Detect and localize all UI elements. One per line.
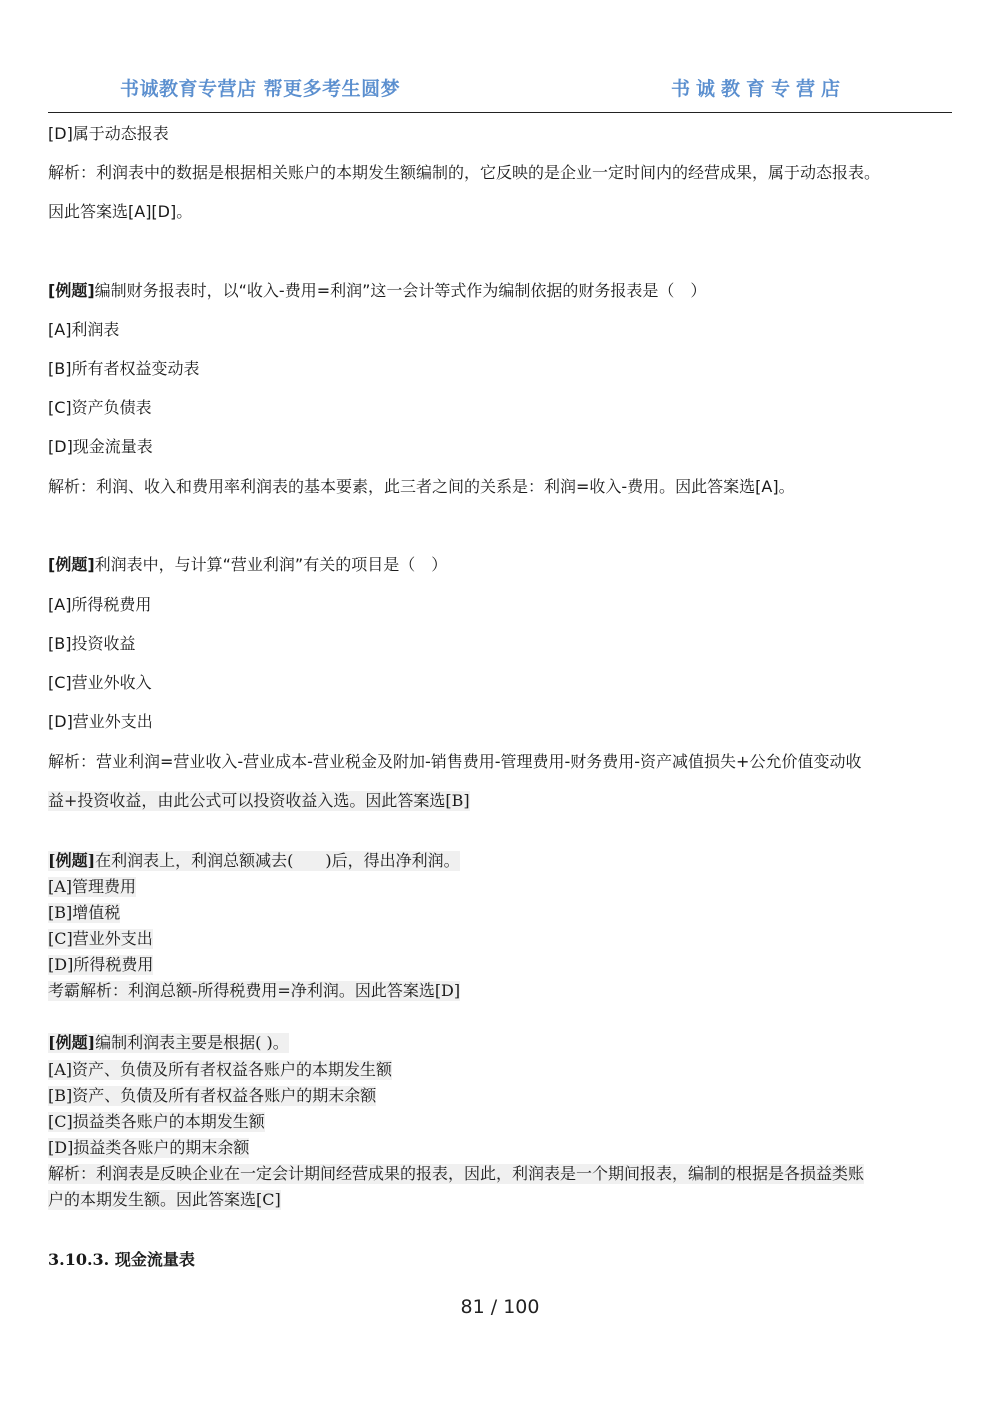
example-tag: [例题] <box>48 555 95 574</box>
option-line: [C]资产负债表 <box>48 398 152 417</box>
explanation-line: 益+投资收益，由此公式可以投资收益入选。因此答案选[B] <box>48 791 470 810</box>
option-line: [B]资产、负债及所有者权益各账户的期末余额 <box>48 1086 377 1105</box>
option-line: [A]所得税费用 <box>48 595 152 614</box>
explanation-line: 解析：营业利润=营业收入-营业成本-营业税金及附加-销售费用-管理费用-财务费用-资产减值损失+公允价值变动收 <box>48 752 862 771</box>
explanation-line: 解析：利润表是反映企业在一定会计期间经营成果的报表，因此，利润表是一个期间报表，编制的根据是各损益类账 <box>48 1164 865 1183</box>
option-line: [D]属于动态报表 <box>48 124 169 143</box>
option-line: [C]营业外收入 <box>48 673 152 692</box>
option-line: [C]损益类各账户的本期发生额 <box>48 1112 265 1131</box>
example-tag: [例题] <box>48 851 96 870</box>
option-line: [D]现金流量表 <box>48 437 153 456</box>
question-text: 编制利润表主要是根据( )。 <box>95 1033 289 1052</box>
answer-line: 因此答案选[A][D]。 <box>48 202 193 221</box>
explanation-line: 考霸解析：利润总额-所得税费用=净利润。因此答案选[D] <box>48 981 461 1000</box>
page-header <box>48 70 952 113</box>
question-line <box>48 555 447 575</box>
example-tag: [例题] <box>48 1033 96 1052</box>
question-line <box>48 851 460 871</box>
section-heading: 3.10.3. 现金流量表 <box>48 1250 195 1269</box>
explanation-line: 户的本期发生额。因此答案选[C] <box>48 1190 281 1209</box>
option-line: [B]增值税 <box>48 903 121 922</box>
question-text: 在利润表上，利润总额减去( )后，得出净利润。 <box>95 851 460 870</box>
question-text: 利润表中，与计算“营业利润”有关的项目是（ ） <box>94 555 448 574</box>
question-line <box>48 281 706 301</box>
option-line: [C]营业外支出 <box>48 929 153 948</box>
question-text: 编制财务报表时，以“收入-费用=利润”这一会计等式作为编制依据的财务报表是（ ） <box>94 281 707 300</box>
example-tag: [例题] <box>48 281 95 300</box>
question-line <box>48 1033 289 1053</box>
option-line: [B]投资收益 <box>48 634 136 653</box>
option-line: [A]管理费用 <box>48 877 137 896</box>
option-line: [D]营业外支出 <box>48 712 153 731</box>
header-store-name: 书诚教育专营店 <box>670 78 846 100</box>
option-line: [D]所得税费用 <box>48 955 154 974</box>
option-line: [B]所有者权益变动表 <box>48 359 200 378</box>
page-number: 81 / 100 <box>460 1296 540 1318</box>
header-store-slogan: 书诚教育专营店 帮更多考生圆梦 <box>120 78 401 100</box>
explanation-line: 解析：利润表中的数据是根据相关账户的本期发生额编制的，它反映的是企业一定时间内的经营成果，属于动态报表。 <box>48 163 881 182</box>
option-line: [D]损益类各账户的期末余额 <box>48 1138 250 1157</box>
explanation-line: 解析：利润、收入和费用率利润表的基本要素，此三者之间的关系是：利润=收入-费用。因此答案选[A]。 <box>48 477 795 496</box>
option-line: [A]利润表 <box>48 320 120 339</box>
option-line: [A]资产、负债及所有者权益各账户的本期发生额 <box>48 1060 393 1079</box>
